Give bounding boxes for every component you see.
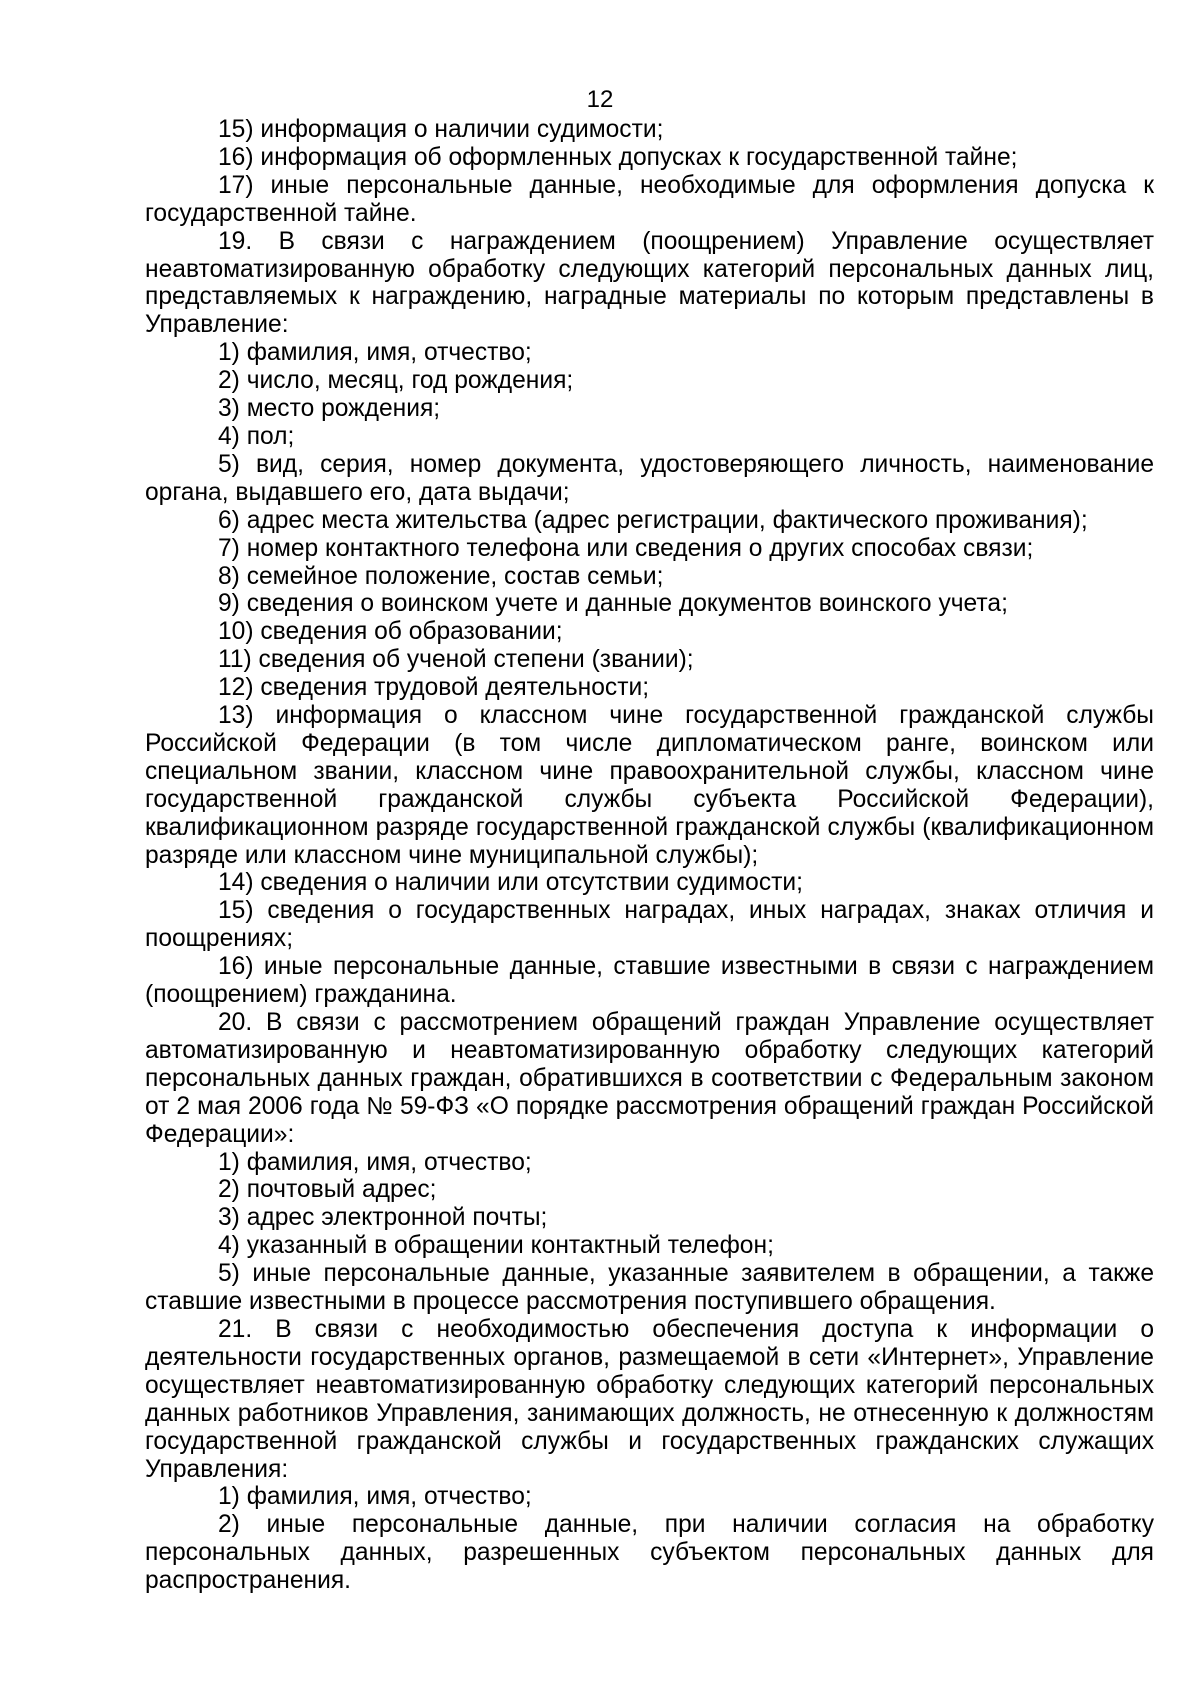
list-item: 10) сведения об образовании;	[218, 618, 563, 646]
list-item: 12) сведения трудовой деятельности;	[218, 674, 650, 702]
document-body	[145, 116, 1154, 1595]
list-item: 3) место рождения;	[218, 395, 441, 423]
paragraph-state-secret-clearance: 16) информация об оформленных допусках к государственной тайне;	[218, 143, 1018, 171]
list-item: 2) иные персональные данные, при наличии согласия на обработку персональных данных, разрешенных субъектом персональных данных для распространения.	[145, 1511, 1154, 1595]
paragraph-other-data-clearance: 17) иные персональные данные, необходимые для оформления допуска к государственной тайне.	[145, 171, 1154, 227]
list-item: 15) сведения о государственных наградах, иных наградах, знаках отличия и поощрениях;	[145, 897, 1154, 953]
list-item: 2) почтовый адрес;	[218, 1176, 437, 1204]
list-item: 4) указанный в обращении контактный телефон;	[218, 1232, 774, 1260]
list-item: 8) семейное положение, состав семьи;	[218, 562, 664, 590]
paragraph-section-19: 19. В связи с награждением (поощрением) Управление осуществляет неавтоматизированную обработку следующих категорий персональных данных лиц, представляемых к награждению, наградные материалы по которым представлены в Управление:	[145, 227, 1154, 339]
list-item: 5) иные персональные данные, указанные заявителем в обращении, а также ставшие известными в процессе рассмотрения поступившего обращения.	[145, 1260, 1154, 1316]
list-item: 4) пол;	[218, 422, 295, 450]
list-item: 3) адрес электронной почты;	[218, 1204, 548, 1232]
paragraph-section-21: 21. В связи с необходимостью обеспечения доступа к информации о деятельности государственных органов, размещаемой в сети «Интернет», Управление осуществляет неавтоматизированную обработку следующих категорий персональных данных работников Управления, занимающих должность, не отнесенную к должностям государственной гражданской службы и государственных гражданских служащих Управления:	[145, 1315, 1154, 1483]
list-item: 6) адрес места жительства (адрес регистрации, фактического проживания);	[218, 506, 1088, 534]
list-item: 16) иные персональные данные, ставшие известными в связи с награждением (поощрением) гражданина.	[145, 953, 1154, 1009]
list-item: 1) фамилия, имя, отчество;	[218, 1483, 532, 1511]
list-item: 5) вид, серия, номер документа, удостоверяющего личность, наименование органа, выдавшего его, дата выдачи;	[145, 450, 1154, 506]
list-item: 1) фамилия, имя, отчество;	[218, 339, 532, 367]
list-item: 9) сведения о воинском учете и данные документов воинского учета;	[218, 590, 1008, 618]
paragraph-section-20: 20. В связи с рассмотрением обращений граждан Управление осуществляет автоматизированную и неавтоматизированную обработку следующих категорий персональных данных граждан, обратившихся в соответствии с Федеральным законом от 2 мая 2006 года № 59-ФЗ «О порядке рассмотрения обращений граждан Российской Федерации»:	[145, 1009, 1154, 1148]
list-item: 2) число, месяц, год рождения;	[218, 367, 574, 395]
list-item: 13) информация о классном чине государственной гражданской службы Российской Федерации (в том числе дипломатическом ранге, воинском или специальном звании, классном чине правоохранительной службы, классном чине государственной гражданской службы субъекта Российской Федерации), квалификационном разряде государственной гражданской службы (квалификационном разряде или классном чине муниципальной службы);	[145, 702, 1154, 869]
list-item: 11) сведения об ученой степени (звании);	[218, 646, 694, 674]
paragraph-criminal-record-info: 15) информация о наличии судимости;	[218, 116, 664, 143]
list-item: 14) сведения о наличии или отсутствии судимости;	[218, 869, 803, 897]
list-item: 7) номер контактного телефона или сведения о других способах связи;	[218, 534, 1034, 562]
list-item: 1) фамилия, имя, отчество;	[218, 1148, 532, 1176]
page-number: 12	[586, 86, 614, 113]
